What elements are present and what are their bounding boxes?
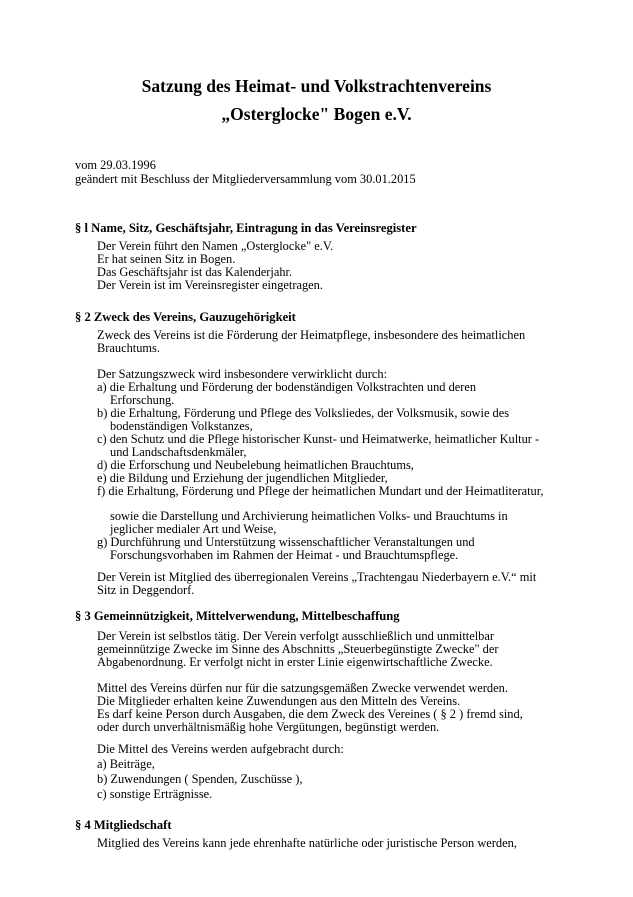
- document-date: vom 29.03.1996: [75, 158, 156, 172]
- section-3-line: Die Mittel des Vereins werden aufgebracht durch:: [97, 742, 344, 756]
- document-amended: geändert mit Beschluss der Mitgliederversammlung vom 30.01.2015: [75, 172, 416, 186]
- section-3-line: c) sonstige Erträgnisse.: [97, 787, 213, 801]
- section-2-line: Forschungsvorhaben im Rahmen der Heimat - und Brauchtumspflege.: [110, 548, 459, 562]
- section-2-line: sowie die Darstellung und Archivierung heimatlichen Volks- und Brauchtums in: [110, 509, 508, 523]
- section-2-line: und Landschaftsdenkmäler,: [110, 445, 247, 459]
- section-4-heading: § 4 Mitgliedschaft: [75, 818, 172, 832]
- section-1-line: Das Geschäftsjahr ist das Kalenderjahr.: [97, 265, 293, 279]
- section-2-line: Der Verein ist Mitglied des überregionalen Vereins „Trachtengau Niederbayern e.V.“ mit: [97, 570, 537, 584]
- section-2-line: bodenständigen Volkstanzes,: [110, 419, 253, 433]
- section-2-heading: § 2 Zweck des Vereins, Gauzugehörigkeit: [75, 310, 296, 324]
- section-3-heading: § 3 Gemeinnützigkeit, Mittelverwendung, Mittelbeschaffung: [75, 609, 400, 623]
- section-2-line: e) die Bildung und Erziehung der jugendlichen Mitglieder,: [97, 471, 388, 485]
- section-3-line: oder durch unverhältnismäßig hohe Vergütungen, begünstigt werden.: [97, 720, 440, 734]
- section-2-line: Sitz in Deggendorf.: [97, 583, 195, 597]
- section-3-line: gemeinnützige Zwecke im Sinne des Abschnitts „Steuerbegünstigte Zwecke" der: [97, 642, 499, 656]
- section-3-line: a) Beiträge,: [97, 757, 155, 771]
- section-3-line: Es darf keine Person durch Ausgaben, die dem Zweck des Vereines ( § 2 ) fremd sind,: [97, 707, 523, 721]
- section-1-line: Der Verein führt den Namen „Osterglocke" e.V.: [97, 239, 334, 253]
- section-2-line: a) die Erhaltung und Förderung der bodenständigen Volkstrachten und deren: [97, 380, 477, 394]
- section-2-line: jeglicher medialer Art und Weise,: [110, 522, 277, 536]
- document-title-line-2: „Osterglocke" Bogen e.V.: [221, 104, 412, 124]
- section-2-line: b) die Erhaltung, Förderung und Pflege des Volksliedes, der Volksmusik, sowie des: [97, 406, 510, 420]
- section-3-line: Abgabenordnung. Er verfolgt nicht in erster Linie eigenwirtschaftliche Zwecke.: [97, 655, 493, 669]
- section-2-line: Erforschung.: [110, 393, 175, 407]
- section-3-line: Der Verein ist selbstlos tätig. Der Verein verfolgt ausschließlich und unmittelbar: [97, 629, 494, 643]
- section-2-line: f) die Erhaltung, Förderung und Pflege der heimatlichen Mundart und der Heimatliteratur,: [97, 484, 544, 498]
- section-2-line: g) Durchführung und Unterstützung wissenschaftlicher Veranstaltungen und: [97, 535, 475, 549]
- section-2-line: Zweck des Vereins ist die Förderung der Heimatpflege, insbesondere des heimatlichen: [97, 328, 526, 342]
- section-3-line: Die Mitglieder erhalten keine Zuwendungen aus den Mitteln des Vereins.: [97, 694, 461, 708]
- section-3-line: Mittel des Vereins dürfen nur für die satzungsgemäßen Zwecke verwendet werden.: [97, 681, 508, 695]
- section-2-line: Brauchtums.: [97, 341, 160, 355]
- section-1-line: Er hat seinen Sitz in Bogen.: [97, 252, 236, 266]
- section-1-line: Der Verein ist im Vereinsregister eingetragen.: [97, 278, 323, 292]
- section-2-line: d) die Erforschung und Neubelebung heimatlichen Brauchtums,: [97, 458, 414, 472]
- section-2-line: c) den Schutz und die Pflege historischer Kunst- und Heimatwerke, heimatlicher Kultur -: [97, 432, 540, 446]
- section-2-line: Der Satzungszweck wird insbesondere verwirklicht durch:: [97, 367, 388, 381]
- section-4-line: Mitglied des Vereins kann jede ehrenhafte natürliche oder juristische Person werden,: [97, 836, 517, 850]
- section-1-heading: § l Name, Sitz, Geschäftsjahr, Eintragung in das Vereinsregister: [75, 221, 417, 235]
- section-3-line: b) Zuwendungen ( Spenden, Zuschüsse ),: [97, 772, 303, 786]
- document-title-line-1: Satzung des Heimat- und Volkstrachtenvereins: [141, 76, 492, 96]
